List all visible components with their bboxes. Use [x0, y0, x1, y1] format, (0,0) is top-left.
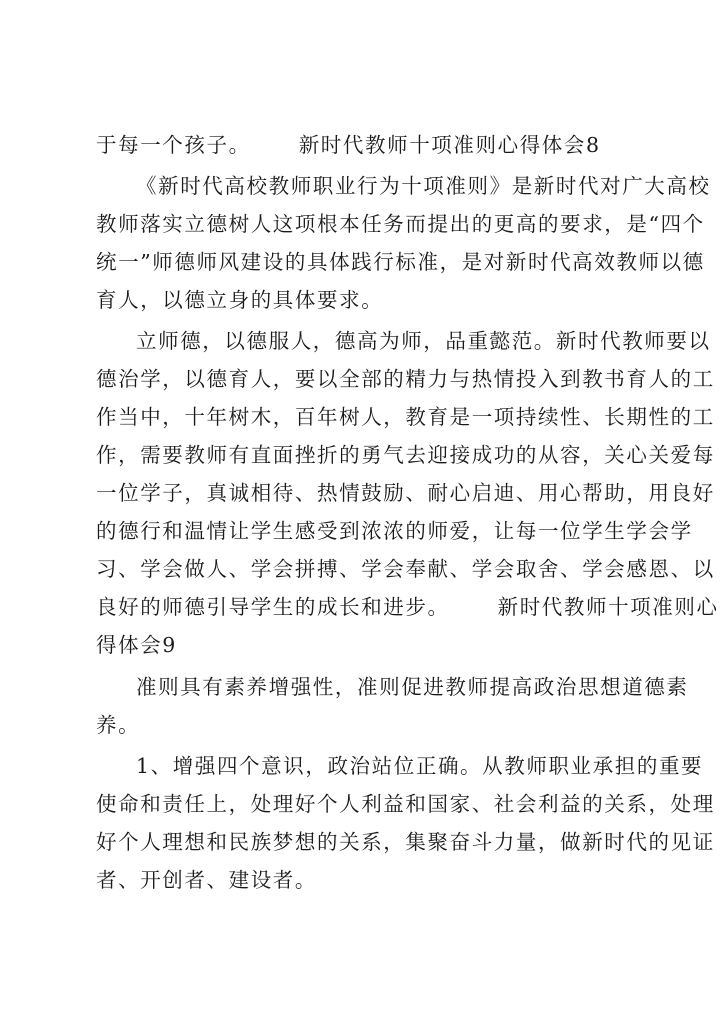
text-line: 育人，以德立身的具体要求。	[96, 288, 384, 312]
text-line: 的德行和温情让学生感受到浓浓的师爱，让每一位学生学会学	[96, 519, 693, 543]
section-heading-9: 新时代教师十项准则心	[497, 595, 719, 619]
text-line: 一位学子，真诚相待、热情鼓励、耐心启迪、用心帮助，用良好	[96, 481, 715, 505]
paragraph-first-line: 准则具有素养增强性，准则促进教师提高政治思想道德素	[136, 675, 689, 699]
text-line: 养。	[96, 713, 141, 737]
text-line	[96, 588, 719, 626]
section-heading-8: 新时代教师十项准则心得体会8	[298, 133, 601, 157]
text-line: 好个人理想和民族梦想的关系，集聚奋斗力量，做新时代的见证	[96, 830, 715, 854]
text-line: 作，需要教师有直面挫折的勇气去迎接成功的从容，关心关爱每	[96, 443, 715, 467]
text-line: 德治学，以德育人，要以全部的精力与热情投入到教书育人的工	[96, 367, 715, 391]
text-line	[96, 126, 648, 164]
document-body	[96, 126, 719, 899]
sentence-ending: 于每一个孩子。	[96, 133, 251, 157]
section-heading-9-continued: 得体会9	[96, 633, 177, 657]
paragraph-first-line: 立师德，以德服人，德高为师，品重懿范。新时代教师要以	[136, 329, 711, 353]
text-line: 者、开创者、建设者。	[96, 868, 317, 892]
paragraph-first-line: 《新时代高校教师职业行为十项准则》是新时代对广大高校	[136, 174, 711, 198]
text-line: 教师落实立德树人这项根本任务而提出的更高的要求，是“四个	[96, 212, 705, 236]
text-line: 作当中，十年树木，百年树人，教育是一项持续性、长期性的工	[96, 405, 715, 429]
paragraph-first-line: 1、增强四个意识，政治站位正确。从教师职业承担的重要	[136, 754, 704, 778]
text-line: 习、学会做人、学会拼搏、学会奉献、学会取舍、学会感恩、以	[96, 557, 715, 581]
text-line: 统一”师德师风建设的具体践行标准，是对新时代高效教师以德	[96, 250, 705, 274]
text-line: 使命和责任上，处理好个人利益和国家、社会利益的关系，处理	[96, 792, 715, 816]
sentence-ending: 良好的师德引导学生的成长和进步。	[96, 595, 450, 619]
